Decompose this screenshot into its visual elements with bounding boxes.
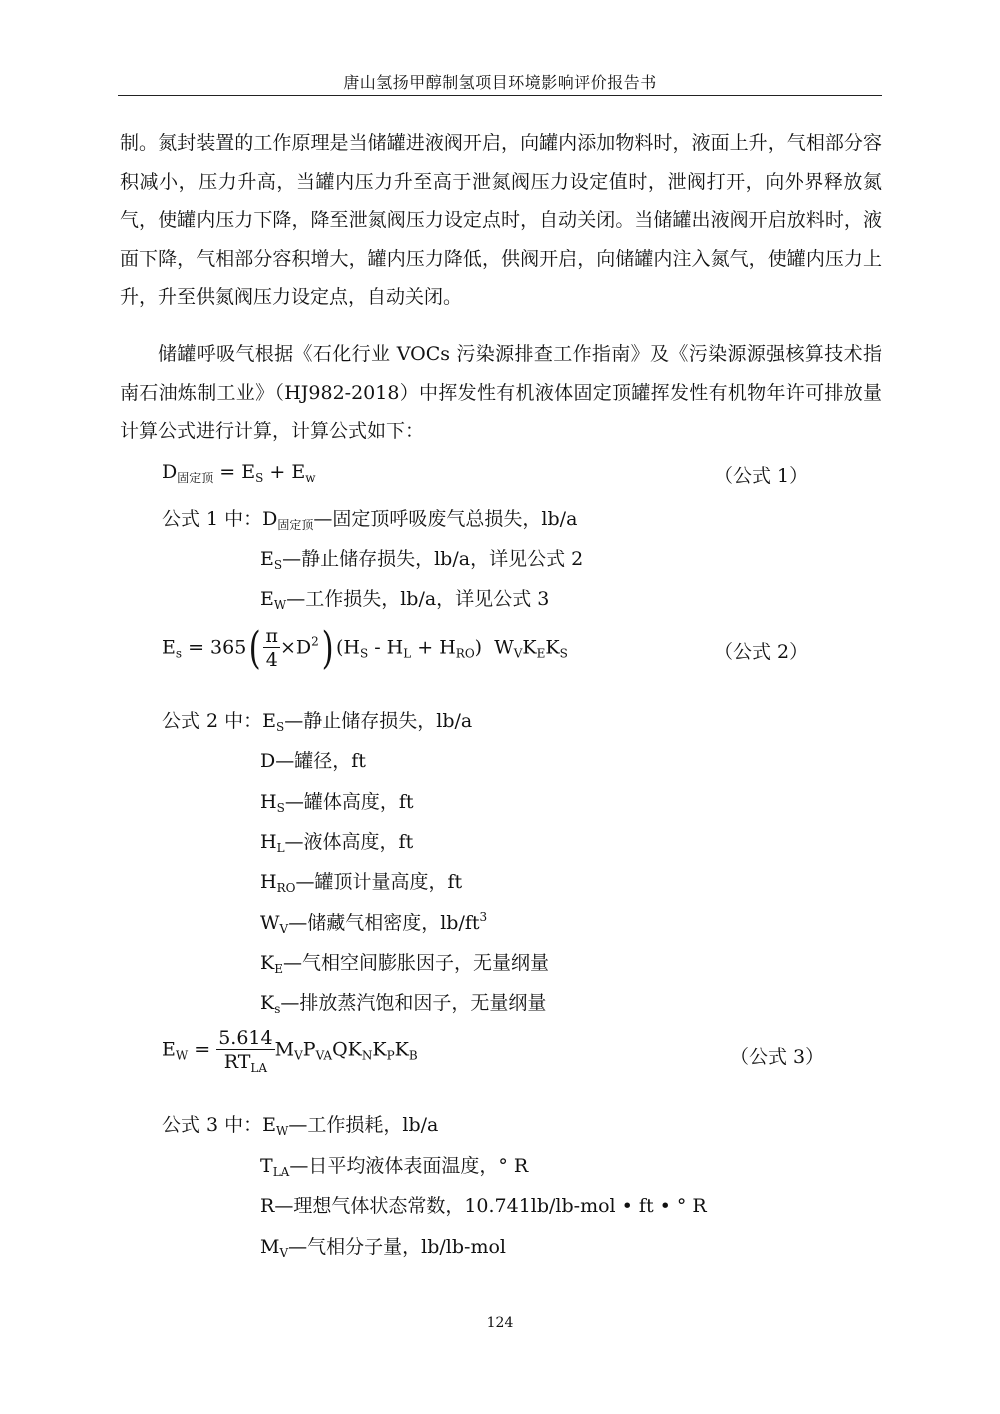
f2-lhs: E xyxy=(162,636,176,659)
f3-denominator xyxy=(216,1050,274,1074)
definition-symbol-sub: E xyxy=(274,961,283,976)
f2-lhs-sub: s xyxy=(175,646,183,661)
definition-text: —罐顶计量高度，ft xyxy=(295,871,463,894)
definition-text: —固定顶呼吸废气总损失，lb/a xyxy=(313,508,578,530)
f2-d-sup: 2 xyxy=(311,634,319,649)
f2-pi: π xyxy=(265,625,278,647)
page-number: 124 xyxy=(486,1315,514,1331)
f3-m-sub: V xyxy=(294,1048,303,1063)
definition-symbol-sub: S xyxy=(276,720,285,734)
definition-line xyxy=(260,1151,528,1178)
definition-text: —静止储存损失，lb/a xyxy=(284,710,473,732)
f2-hs: (H xyxy=(335,636,360,659)
f3-rt-sub: LA xyxy=(250,1061,268,1075)
f3-p-sub: VA xyxy=(315,1048,333,1063)
definition-symbol-sub: W xyxy=(276,1124,289,1138)
definition-symbol-sub: 固定顶 xyxy=(277,518,314,532)
definition-symbol: M xyxy=(260,1235,280,1258)
f3-qk-sub: N xyxy=(361,1048,373,1063)
f2-w-sub: V xyxy=(513,646,523,661)
f1-t1: E xyxy=(241,461,256,483)
definition-line xyxy=(162,706,472,733)
f1-lhs-sub: 固定顶 xyxy=(177,471,214,485)
header-rule xyxy=(118,95,882,96)
formula-2-label: （公式 2） xyxy=(714,641,809,663)
f2-pi-fraction xyxy=(263,625,280,672)
definition-line xyxy=(162,1110,438,1137)
f3-kb-sub: B xyxy=(408,1048,418,1063)
f3-qk: QK xyxy=(332,1038,362,1061)
definition-symbol-sub: RO xyxy=(276,881,296,896)
definition-symbol: H xyxy=(260,871,277,894)
f2-hro: + H xyxy=(411,636,456,659)
definition-text: —排放蒸汽饱和因子，无量纲量 xyxy=(280,992,547,1015)
definition-text: —工作损失，lb/a，详见公式 3 xyxy=(286,588,550,610)
definition-line xyxy=(260,948,549,975)
definition-symbol-sub: LA xyxy=(272,1164,290,1179)
definition-text: —气相分子量，lb/lb-mol xyxy=(288,1235,506,1258)
f3-numerator: 5.614 xyxy=(218,1027,273,1049)
definition-symbol-sub: W xyxy=(273,598,287,612)
definition-line xyxy=(162,504,577,531)
definition-text: —气相空间膨胀因子，无量纲量 xyxy=(282,951,549,974)
f1-lhs: D xyxy=(162,461,178,483)
definition-symbol: D xyxy=(262,508,278,530)
definition-symbol: E xyxy=(260,588,274,610)
definition-text: —液体高度，ft xyxy=(284,830,414,853)
f3-p: P xyxy=(302,1038,316,1061)
f3-kp: K xyxy=(372,1038,387,1061)
definition-text: —静止储存损失，lb/a，详见公式 2 xyxy=(282,548,584,570)
f3-kb: K xyxy=(394,1038,409,1061)
f3-lhs: E xyxy=(162,1038,176,1061)
f2-ks-sub: S xyxy=(559,646,568,661)
definition-symbol: K xyxy=(260,992,275,1015)
f2-times-d: ×D xyxy=(279,636,312,659)
definition-text: —罐体高度，ft xyxy=(284,790,414,813)
definition-symbol: R xyxy=(260,1195,275,1217)
formula-3-label: （公式 3） xyxy=(730,1046,825,1068)
formula-1-label: （公式 1） xyxy=(714,465,809,487)
f2-ke: K xyxy=(522,636,537,659)
definition-symbol: E xyxy=(260,548,274,570)
f3-eq: = xyxy=(188,1038,217,1061)
definition-prefix: 公式 1 中： xyxy=(162,508,263,530)
paragraph-nitrogen-seal: 制。氮封装置的工作原理是当储罐进液阀开启，向罐内添加物料时，液面上升，气相部分容积减小，压力升高，当罐内压力升至高于泄氮阀压力设定值时，泄阀打开，向外界释放氮气，使罐内压力下降，降至泄氮阀压力设定点时，自动关闭。当储罐出液阀开启放料时，液面下降，气相部分容积增大，罐内压力降低，供阀开启，向储罐内注入氮气，使罐内压力上升，升至供氮阀压力设定点，自动关闭。 xyxy=(120,132,882,308)
f2-close: ) xyxy=(474,636,483,659)
f3-fraction xyxy=(216,1027,274,1074)
f2-coef: = 365 xyxy=(182,636,247,659)
definition-symbol-sub: S xyxy=(273,558,283,572)
f2-hl-sub: L xyxy=(403,646,412,661)
definition-symbol-sub: V xyxy=(279,1245,289,1260)
definition-line xyxy=(260,746,366,773)
f1-plus: + xyxy=(263,461,292,483)
definition-symbol-sub: S xyxy=(276,800,285,815)
definition-line xyxy=(260,1191,707,1218)
definition-line xyxy=(260,1232,506,1259)
definition-symbol: H xyxy=(260,830,277,853)
definition-symbol: H xyxy=(260,790,277,813)
definition-line xyxy=(260,827,413,854)
f3-rt: RT xyxy=(223,1051,251,1073)
definition-line xyxy=(260,988,546,1015)
definition-symbol: E xyxy=(262,1114,277,1136)
definition-line xyxy=(260,867,462,894)
definition-text: —工作损耗，lb/a xyxy=(288,1114,439,1136)
f2-right-paren: ) xyxy=(321,622,334,674)
definition-text: —罐径，ft xyxy=(275,750,366,773)
definition-prefix: 公式 2 中： xyxy=(162,710,263,732)
definition-symbol-sub: V xyxy=(279,921,289,936)
f1-t1-sub: S xyxy=(255,471,264,485)
f1-t2: E xyxy=(291,461,306,483)
definition-symbol: W xyxy=(260,911,280,934)
f2-hs-sub: S xyxy=(359,646,369,661)
definition-line xyxy=(260,787,413,814)
f2-left-paren: ( xyxy=(248,622,261,674)
definition-text: —储藏气相密度，lb/ft xyxy=(288,911,480,934)
f2-four: 4 xyxy=(265,649,278,671)
definition-text: —理想气体状态常数，10.741lb/lb-mol • ft • ° R xyxy=(274,1195,707,1217)
definition-symbol-sub: s xyxy=(274,1002,281,1017)
f1-eq: = xyxy=(213,461,242,483)
definition-sup: 3 xyxy=(479,909,488,924)
definition-line xyxy=(260,584,549,611)
running-header: 唐山氢扬甲醇制氢项目环境影响评价报告书 xyxy=(343,73,657,92)
definition-symbol: D xyxy=(260,750,276,773)
definition-symbol: T xyxy=(260,1154,273,1177)
definition-line xyxy=(260,544,583,571)
definition-symbol-sub: L xyxy=(276,840,285,855)
definition-symbol: E xyxy=(262,710,277,732)
f2-ke-sub: E xyxy=(536,646,546,661)
f2-w: W xyxy=(494,636,514,659)
f2-hro-sub: RO xyxy=(455,646,475,661)
paragraph-calculation-basis: 储罐呼吸气根据《石化行业 VOCs 污染源排查工作指南》及《污染源源强核算技术指南石油炼制工业》（HJ982-2018）中挥发性有机液体固定顶罐挥发性有机物年许可排放量计算公式进行计算，计算公式如下： xyxy=(120,343,882,442)
definition-symbol: K xyxy=(260,951,275,974)
definition-text: —日平均液体表面温度，° R xyxy=(289,1154,529,1177)
formula-1 xyxy=(162,461,316,483)
f3-lhs-sub: W xyxy=(175,1048,189,1063)
definition-line xyxy=(260,908,487,935)
f1-t2-sub: w xyxy=(305,471,316,485)
formula-3 xyxy=(162,1027,418,1074)
f2-hl: - H xyxy=(368,636,404,659)
f3-m: M xyxy=(274,1038,295,1061)
formula-2 xyxy=(162,622,568,674)
definition-prefix: 公式 3 中： xyxy=(162,1114,263,1136)
f3-kp-sub: P xyxy=(386,1048,395,1063)
f2-ks: K xyxy=(545,636,560,659)
